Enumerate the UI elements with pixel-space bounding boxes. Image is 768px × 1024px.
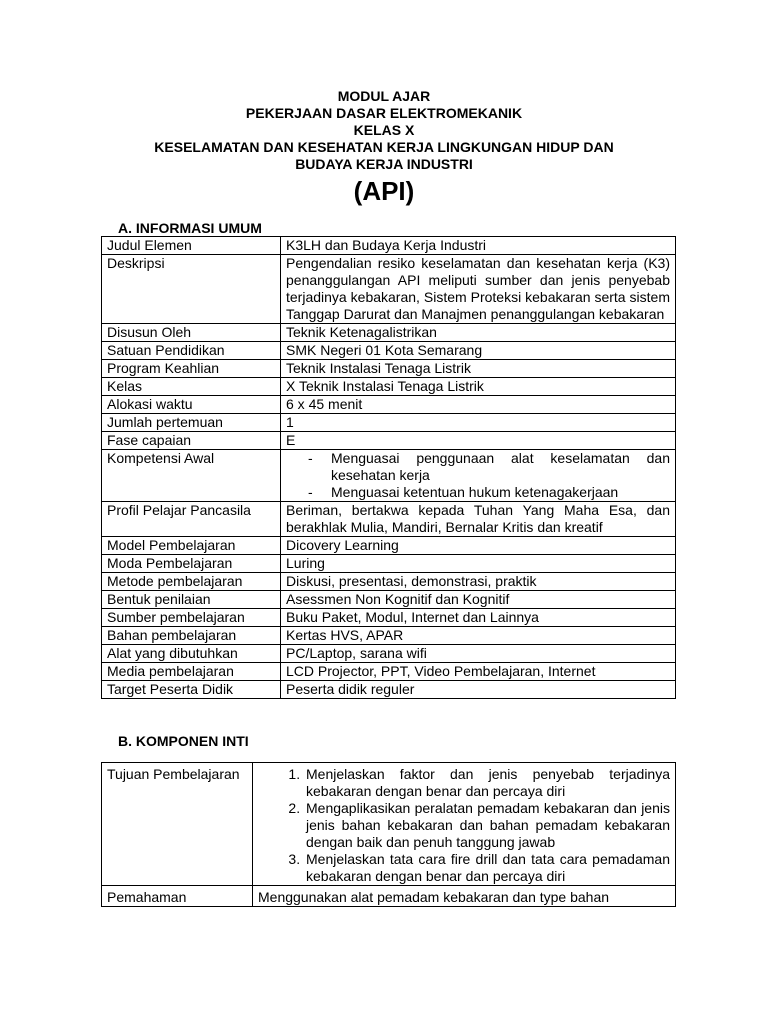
row-value: Kertas HVS, APAR	[281, 627, 676, 645]
row-label: Sumber pembelajaran	[102, 609, 281, 627]
table-row	[102, 681, 676, 699]
table-row	[102, 627, 676, 645]
table-row	[102, 537, 676, 555]
header-topic-line2: BUDAYA KERJA INDUSTRI	[295, 156, 473, 172]
row-label: Bahan pembelajaran	[102, 627, 281, 645]
row-value: Pengendalian resiko keselamatan dan kesehatan kerja (K3) penanggulangan API meliputi sumber dan jenis penyebab terjadinya kebakaran, Sistem Proteksi kebakaran serta sistem Tanggap Darurat dan Manajmen penanggulangan kebakaran	[281, 255, 676, 324]
table-row	[102, 360, 676, 378]
row-value: Buku Paket, Modul, Internet dan Lainnya	[281, 609, 676, 627]
table-row	[102, 502, 676, 537]
section-b-title: B. KOMPONEN INTI	[118, 733, 249, 749]
table-row	[102, 378, 676, 396]
list-item: - Menguasai ketentuan hukum ketenagakerjaan	[286, 484, 670, 501]
table-row	[102, 886, 676, 907]
learning-objectives-list	[258, 766, 670, 885]
row-value: E	[281, 432, 676, 450]
row-label: Kompetensi Awal	[102, 450, 281, 502]
core-components-table	[101, 762, 676, 907]
table-row	[102, 450, 676, 502]
row-value: LCD Projector, PPT, Video Pembelajaran, Internet	[281, 663, 676, 681]
list-item: - Menguasai penggunaan alat keselamatan dan kesehatan kerja	[286, 450, 670, 484]
row-value: Menggunakan alat pemadam kebakaran dan type bahan	[253, 886, 676, 907]
header-topic-line1: KESELAMATAN DAN KESEHATAN KERJA LINGKUNGAN HIDUP DAN	[154, 139, 614, 155]
table-row	[102, 763, 676, 886]
row-label: Deskripsi	[102, 255, 281, 324]
row-label: Metode pembelajaran	[102, 573, 281, 591]
row-label: Judul Elemen	[102, 237, 281, 255]
row-value: Dicovery Learning	[281, 537, 676, 555]
table-row	[102, 396, 676, 414]
row-value: PC/Laptop, sarana wifi	[281, 645, 676, 663]
table-row	[102, 591, 676, 609]
row-label: Target Peserta Didik	[102, 681, 281, 699]
row-label: Model Pembelajaran	[102, 537, 281, 555]
row-value: SMK Negeri 01 Kota Semarang	[281, 342, 676, 360]
row-label: Kelas	[102, 378, 281, 396]
row-value: Teknik Instalasi Tenaga Listrik	[281, 360, 676, 378]
list-item: 3. Menjelaskan tata cara fire drill dan tata cara pemadaman kebakaran dengan benar dan percaya diri	[304, 851, 670, 885]
row-label: Satuan Pendidikan	[102, 342, 281, 360]
document-header	[0, 88, 768, 207]
row-label: Jumlah pertemuan	[102, 414, 281, 432]
row-label: Pemahaman	[102, 886, 253, 907]
list-item: 2. Mengaplikasikan peralatan pemadam kebakaran dan jenis jenis bahan kebakaran dan bahan pemadam kebakaran dengan baik dan penuh tanggung jawab	[304, 800, 670, 851]
table-row	[102, 663, 676, 681]
row-label: Media pembelajaran	[102, 663, 281, 681]
row-value: Luring	[281, 555, 676, 573]
row-value	[281, 450, 676, 502]
row-value: 6 x 45 menit	[281, 396, 676, 414]
row-label: Program Keahlian	[102, 360, 281, 378]
table-row	[102, 237, 676, 255]
table-row	[102, 414, 676, 432]
table-row	[102, 645, 676, 663]
row-value: X Teknik Instalasi Tenaga Listrik	[281, 378, 676, 396]
row-value: Beriman, bertakwa kepada Tuhan Yang Maha Esa, dan berakhlak Mulia, Mandiri, Bernalar Kritis dan kreatif	[281, 502, 676, 537]
row-value: K3LH dan Budaya Kerja Industri	[281, 237, 676, 255]
row-label: Disusun Oleh	[102, 324, 281, 342]
table-row	[102, 573, 676, 591]
row-value: Diskusi, presentasi, demonstrasi, praktik	[281, 573, 676, 591]
header-title: MODUL AJAR	[337, 88, 431, 104]
row-value: Teknik Ketenagalistrikan	[281, 324, 676, 342]
row-value	[253, 763, 676, 886]
competency-list	[286, 450, 670, 501]
table-row	[102, 255, 676, 324]
table-row	[102, 342, 676, 360]
row-value: Asessmen Non Kognitif dan Kognitif	[281, 591, 676, 609]
row-label: Profil Pelajar Pancasila	[102, 502, 281, 537]
header-class: KELAS X	[353, 122, 415, 138]
section-a-title: A. INFORMASI UMUM	[118, 220, 262, 236]
table-row	[102, 609, 676, 627]
list-item: 1. Menjelaskan faktor dan jenis penyebab terjadinya kebakaran dengan benar dan percaya diri	[304, 766, 670, 800]
header-api: (API)	[353, 176, 415, 206]
table-row	[102, 324, 676, 342]
row-label: Bentuk penilaian	[102, 591, 281, 609]
row-label: Tujuan Pembelajaran	[102, 763, 253, 886]
row-label: Moda Pembelajaran	[102, 555, 281, 573]
row-value: Peserta didik reguler	[281, 681, 676, 699]
row-label: Alokasi waktu	[102, 396, 281, 414]
general-info-table	[101, 236, 676, 699]
table-row	[102, 432, 676, 450]
row-label: Fase capaian	[102, 432, 281, 450]
table-row	[102, 555, 676, 573]
row-value: 1	[281, 414, 676, 432]
row-label: Alat yang dibutuhkan	[102, 645, 281, 663]
header-subject: PEKERJAAN DASAR ELEKTROMEKANIK	[245, 105, 523, 121]
